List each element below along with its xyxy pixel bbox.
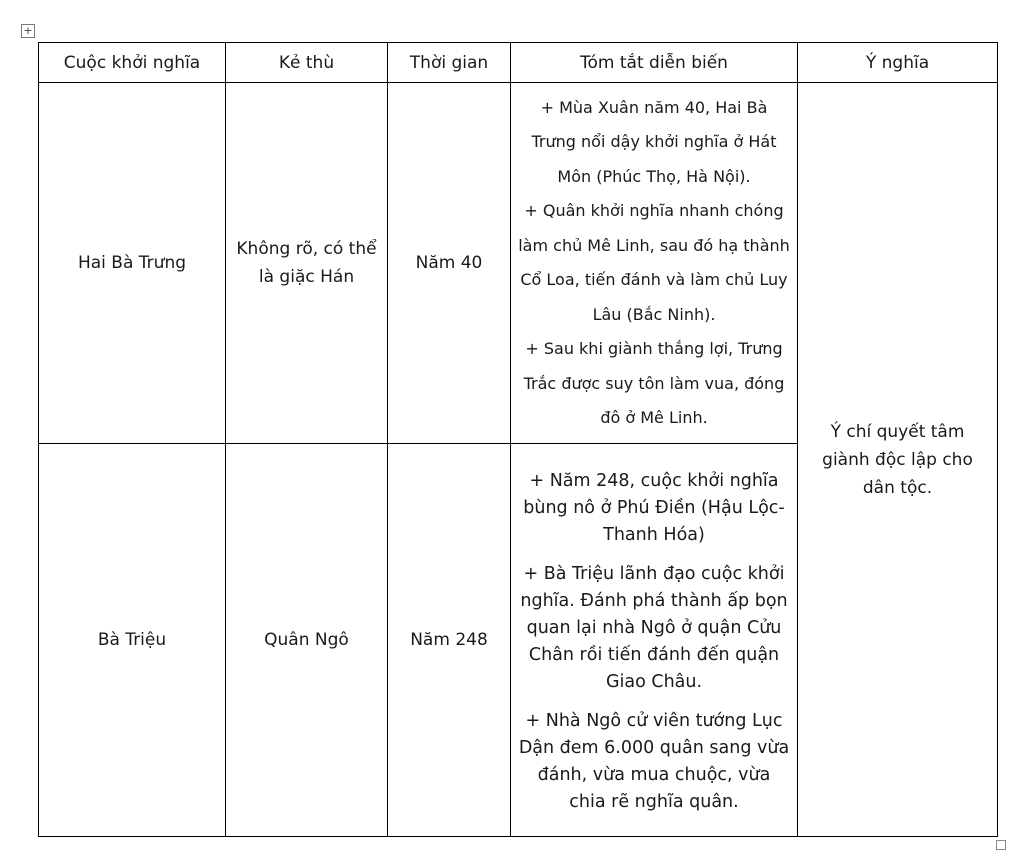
cell-summary [511, 83, 798, 444]
cell-time: Năm 40 [388, 83, 511, 444]
summary-paragraph: + Nhà Ngô cử viên tướng Lục Dận đem 6.000 quân sang vừa đánh, vừa mua chuộc, vừa chia rẽ nghĩa quân. [518, 711, 790, 812]
summary-paragraph: + Năm 248, cuộc khởi nghĩa bùng nô ở Phú Điền (Hậu Lộc-Thanh Hóa) [523, 471, 785, 545]
cell-uprising: Bà Triệu [39, 444, 226, 837]
header-row [39, 43, 998, 83]
header-uprising: Cuộc khởi nghĩa [39, 43, 226, 83]
cell-enemy: Không rõ, có thể là giặc Hán [226, 83, 388, 444]
summary-paragraph: + Sau khi giành thắng lợi, Trưng Trắc được suy tôn làm vua, đóng đô ở Mê Linh. [523, 339, 785, 427]
summary-paragraph: + Quân khởi nghĩa nhanh chóng làm chủ Mê Linh, sau đó hạ thành Cổ Loa, tiến đánh và làm chủ Luy Lâu (Bắc Ninh). [518, 201, 790, 324]
cell-time: Năm 248 [388, 444, 511, 837]
table-move-handle[interactable]: + [21, 24, 35, 38]
header-enemy: Kẻ thù [226, 43, 388, 83]
cell-summary [511, 444, 798, 837]
summary-paragraph: + Mùa Xuân năm 40, Hai Bà Trưng nổi dậy khởi nghĩa ở Hát Môn (Phúc Thọ, Hà Nội). [531, 97, 777, 186]
table-row [39, 83, 998, 444]
cell-uprising: Hai Bà Trưng [39, 83, 226, 444]
header-time: Thời gian [388, 43, 511, 83]
table-resize-handle[interactable] [996, 840, 1006, 850]
header-summary: Tóm tắt diễn biến [511, 43, 798, 83]
summary-paragraph: + Bà Triệu lãnh đạo cuộc khởi nghĩa. Đánh phá thành ấp bọn quan lại nhà Ngô ở quận Cửu Chân rồi tiến đánh đến quận Giao Châu. [520, 564, 788, 692]
cell-meaning: Ý chí quyết tâm giành độc lập cho dân tộc. [798, 83, 998, 837]
uprisings-table [38, 42, 998, 837]
header-meaning: Ý nghĩa [798, 43, 998, 83]
cell-enemy: Quân Ngô [226, 444, 388, 837]
